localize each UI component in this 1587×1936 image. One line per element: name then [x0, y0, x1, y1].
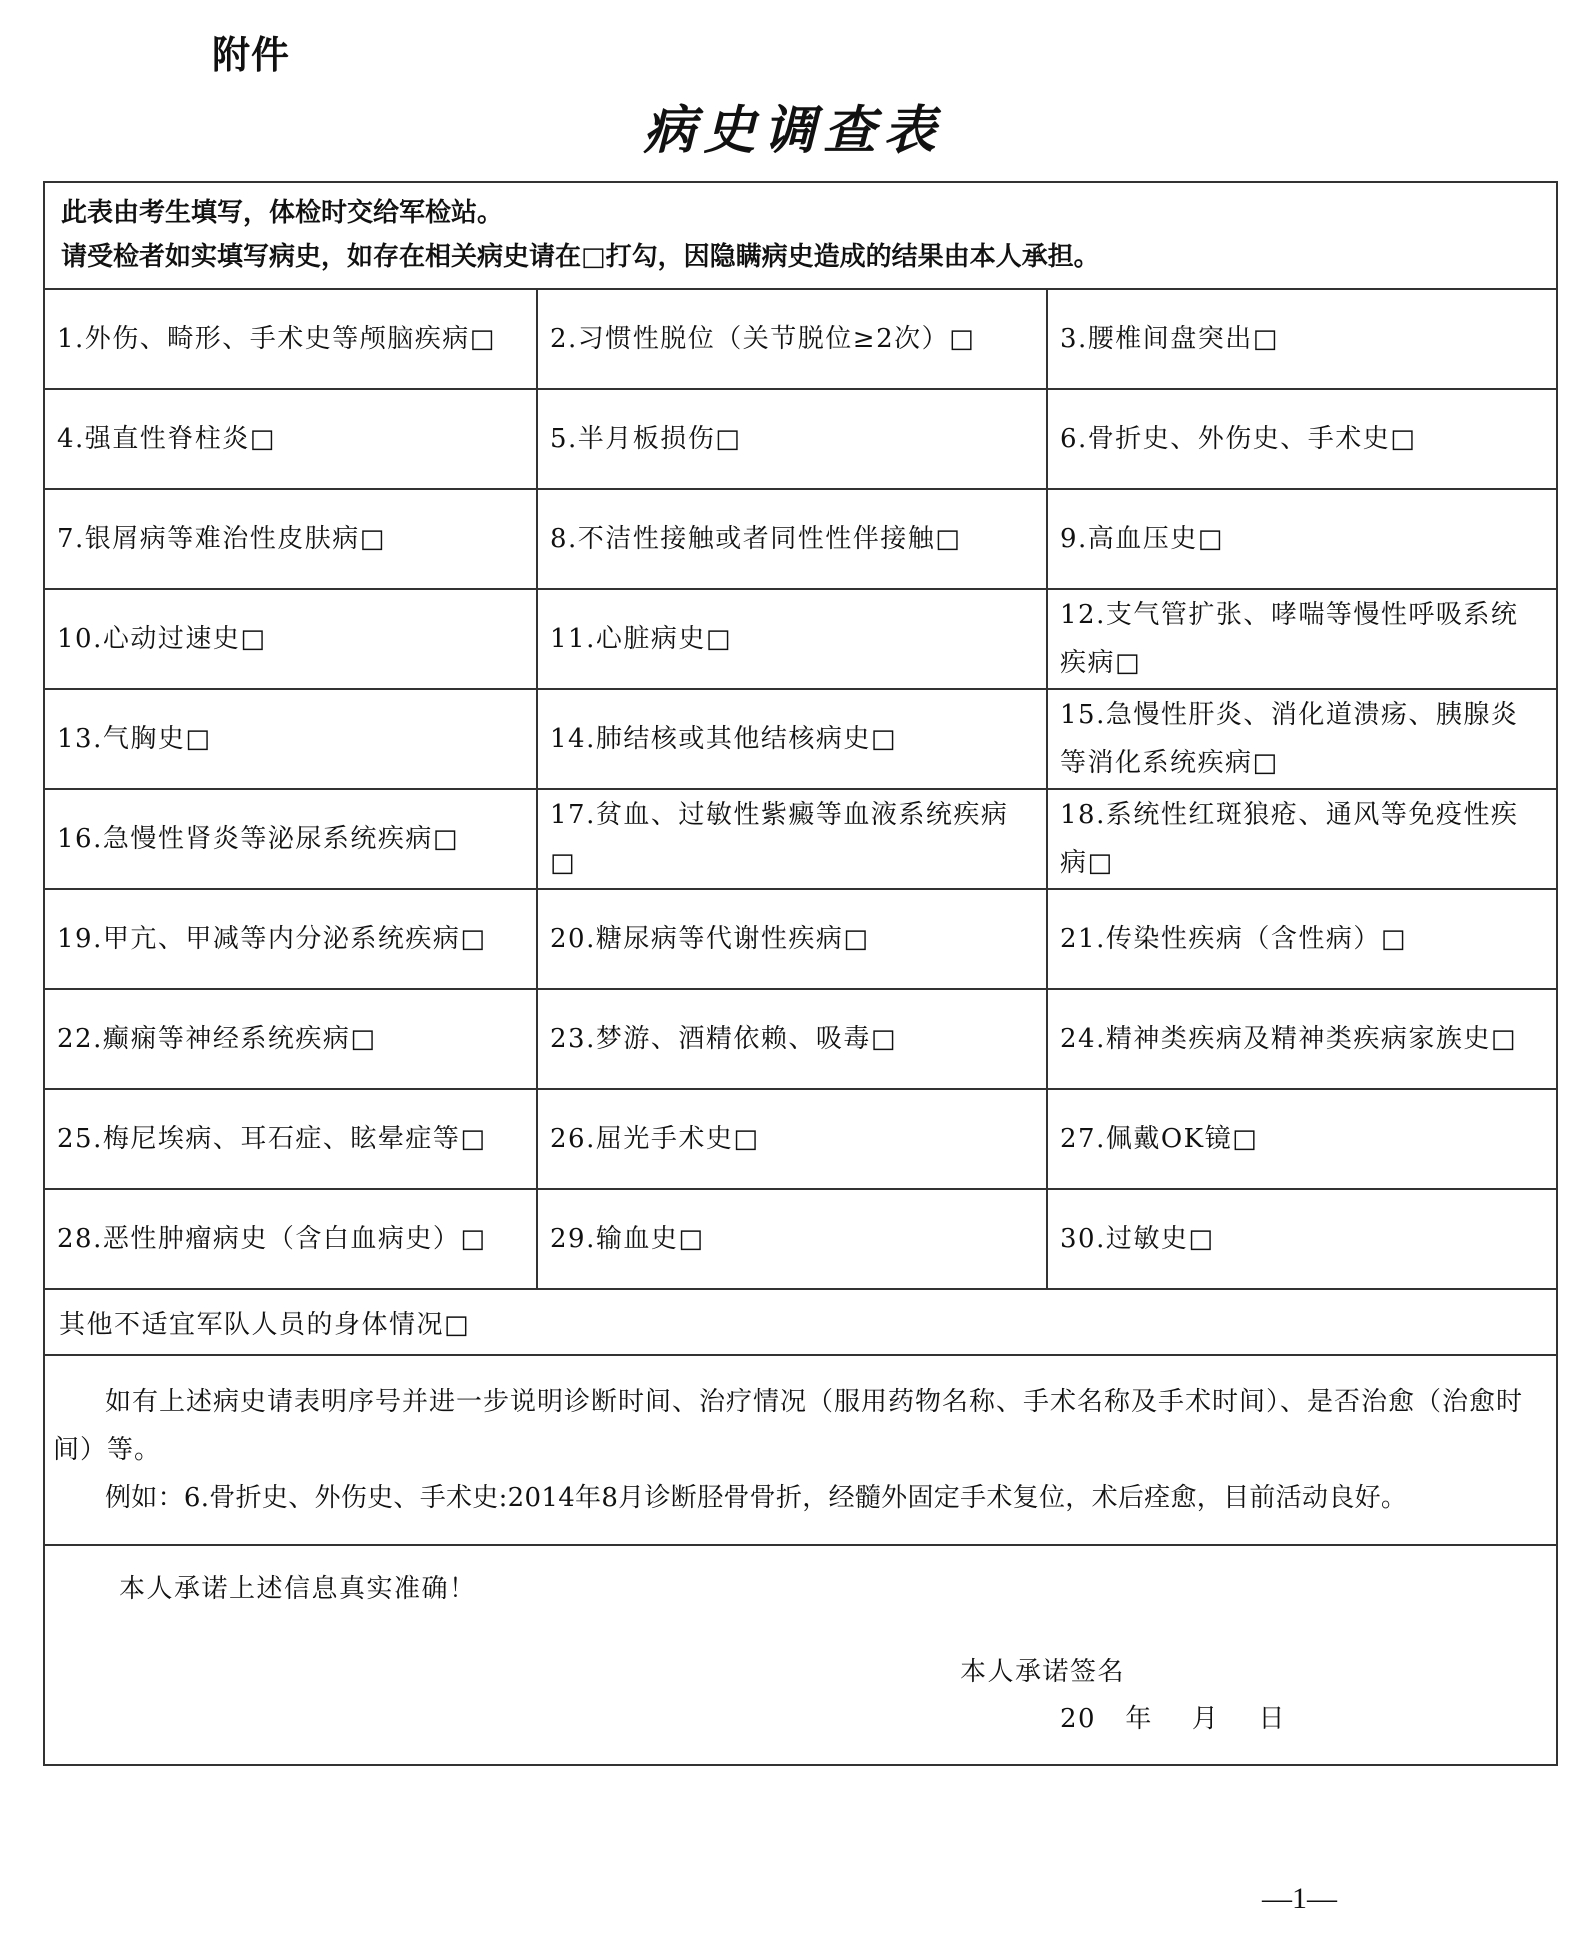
- condition-item-28[interactable]: 28.恶性肿瘤病史（含白血病史）□: [45, 1190, 538, 1290]
- condition-item-17[interactable]: 17.贫血、过敏性紫癜等血液系统疾病□: [538, 790, 1048, 890]
- condition-item-22[interactable]: 22.癫痫等神经系统疾病□: [45, 990, 538, 1090]
- condition-item-30[interactable]: 30.过敏史□: [1048, 1190, 1556, 1290]
- condition-item-26[interactable]: 26.屈光手术史□: [538, 1090, 1048, 1190]
- page-title: 病史调查表: [643, 100, 944, 161]
- condition-item-19[interactable]: 19.甲亢、甲减等内分泌系统疾病□: [45, 890, 538, 990]
- condition-item-15[interactable]: 15.急慢性肝炎、消化道溃疡、胰腺炎等消化系统疾病□: [1048, 690, 1556, 790]
- condition-item-3[interactable]: 3.腰椎间盘突出□: [1048, 290, 1556, 390]
- signature-label[interactable]: 本人承诺签名: [960, 1657, 1126, 1687]
- promise-section: [45, 1546, 1556, 1766]
- explanation-section[interactable]: [45, 1356, 1556, 1546]
- condition-item-9[interactable]: 9.高血压史□: [1048, 490, 1556, 590]
- condition-item-11[interactable]: 11.心脏病史□: [538, 590, 1048, 690]
- promise-statement: 本人承诺上述信息真实准确！: [119, 1574, 477, 1604]
- condition-item-24[interactable]: 24.精神类疾病及精神类疾病家族史□: [1048, 990, 1556, 1090]
- condition-item-2[interactable]: 2.习惯性脱位（关节脱位≥2次）□: [538, 290, 1048, 390]
- condition-item-13[interactable]: 13.气胸史□: [45, 690, 538, 790]
- condition-item-14[interactable]: 14.肺结核或其他结核病史□: [538, 690, 1048, 790]
- condition-item-1[interactable]: 1.外伤、畸形、手术史等颅脑疾病□: [45, 290, 538, 390]
- page-number: —1—: [1262, 1882, 1337, 1915]
- explanation-instruction: 如有上述病史请表明序号并进一步说明诊断时间、治疗情况（服用药物名称、手术名称及手术时间）、是否治愈（治愈时间）等。: [53, 1387, 1524, 1465]
- condition-item-21[interactable]: 21.传染性疾病（含性病）□: [1048, 890, 1556, 990]
- other-condition-item[interactable]: 其他不适宜军队人员的身体情况□: [45, 1290, 1556, 1356]
- condition-item-12[interactable]: 12.支气管扩张、哮喘等慢性呼吸系统疾病□: [1048, 590, 1556, 690]
- condition-item-7[interactable]: 7.银屑病等难治性皮肤病□: [45, 490, 538, 590]
- condition-item-4[interactable]: 4.强直性脊柱炎□: [45, 390, 538, 490]
- condition-item-27[interactable]: 27.佩戴OK镜□: [1048, 1090, 1556, 1190]
- condition-item-23[interactable]: 23.梦游、酒精依赖、吸毒□: [538, 990, 1048, 1090]
- condition-item-25[interactable]: 25.梅尼埃病、耳石症、眩晕症等□: [45, 1090, 538, 1190]
- instruction-line-1: 此表由考生填写，体检时交给军检站。: [61, 198, 504, 228]
- explanation-example: 例如：6.骨折史、外伤史、手术史:2014年8月诊断胫骨骨折，经髓外固定手术复位，术后痊愈，目前活动良好。: [105, 1483, 1408, 1513]
- condition-item-6[interactable]: 6.骨折史、外伤史、手术史□: [1048, 390, 1556, 490]
- medical-history-form: [43, 181, 1558, 1766]
- form-instructions: [45, 183, 1556, 290]
- condition-item-29[interactable]: 29.输血史□: [538, 1190, 1048, 1290]
- condition-grid: [45, 290, 1556, 1290]
- condition-item-10[interactable]: 10.心动过速史□: [45, 590, 538, 690]
- condition-item-20[interactable]: 20.糖尿病等代谢性疾病□: [538, 890, 1048, 990]
- condition-item-8[interactable]: 8.不洁性接触或者同性性伴接触□: [538, 490, 1048, 590]
- instruction-line-2: 请受检者如实填写病史，如存在相关病史请在□打勾，因隐瞒病史造成的结果由本人承担。: [61, 242, 1100, 272]
- condition-item-18[interactable]: 18.系统性红斑狼疮、通风等免疫性疾病□: [1048, 790, 1556, 890]
- condition-item-16[interactable]: 16.急慢性肾炎等泌尿系统疾病□: [45, 790, 538, 890]
- signature-date[interactable]: 20 年 月 日: [1060, 1704, 1286, 1734]
- condition-item-5[interactable]: 5.半月板损伤□: [538, 390, 1048, 490]
- attachment-label: 附件: [212, 33, 291, 77]
